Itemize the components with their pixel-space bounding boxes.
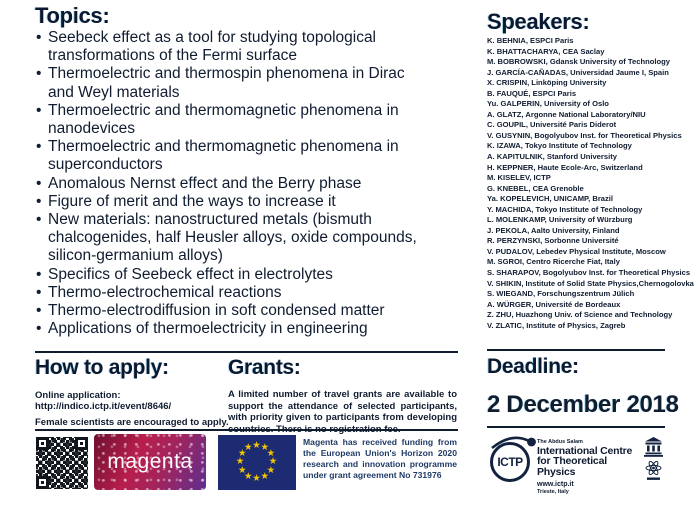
speaker-item: K. IZAWA, Tokyo Institute of Technology bbox=[487, 141, 632, 151]
speaker-item: X. CRISPIN, Linköping University bbox=[487, 78, 607, 88]
eu-star-icon: ★ bbox=[268, 456, 278, 468]
topic-item: • Thermo-electrodiffusion in soft condensed matter bbox=[36, 302, 430, 320]
speakers-heading: Speakers: bbox=[487, 9, 590, 34]
eu-star-icon: ★ bbox=[252, 439, 261, 451]
ictp-logo-pendulum-icon bbox=[488, 433, 540, 451]
funding-text: Magenta has received funding from the European Union's Horizon 2020 research and innovation programme under grant agreement No 731976 bbox=[303, 437, 457, 480]
speaker-item: J. PEKOLA, Aalto University, Finland bbox=[487, 225, 620, 235]
ictp-location: Trieste, Italy bbox=[537, 489, 569, 496]
unesco-emblem-icon bbox=[644, 437, 663, 457]
speaker-item: R. PERZYNSKI, Sorbonne Université bbox=[487, 236, 619, 246]
speaker-item: A. GLATZ, Argonne National Laboratory/NIU bbox=[487, 109, 646, 119]
speaker-item: H. KEPPNER, Haute Ecole-Arc, Switzerland bbox=[487, 162, 643, 172]
topic-item: • Thermoelectric and thermospin phenomena in Dirac and Weyl materials bbox=[36, 65, 430, 101]
speaker-item: B. FAUQUÉ, ESPCI Paris bbox=[487, 88, 577, 98]
ictp-line1: The Abdus Salam bbox=[537, 439, 583, 445]
topic-item: • Applications of thermoelectricity in engineering bbox=[36, 320, 430, 338]
qr-finder bbox=[36, 476, 49, 489]
iaea-emblem-icon bbox=[644, 461, 663, 482]
topic-item: • Specifics of Seebeck effect in electrolytes bbox=[36, 266, 430, 284]
qr-finder bbox=[75, 437, 88, 450]
speaker-item: Ya. KOPELEVICH, UNICAMP, Brazil bbox=[487, 194, 614, 204]
speaker-item: Z. ZHU, Huazhong Univ. of Science and Technology bbox=[487, 310, 673, 320]
speaker-item: V. SHIKIN, Institute of Solid State Physics,Chernogolovka bbox=[487, 278, 694, 288]
topics-heading: Topics: bbox=[35, 3, 110, 28]
divider bbox=[35, 351, 458, 353]
qr-code bbox=[36, 437, 88, 489]
ictp-website[interactable]: www.ictp.it bbox=[537, 481, 574, 489]
divider bbox=[487, 349, 665, 351]
topic-item: • Figure of merit and the ways to increase it bbox=[36, 193, 430, 211]
topic-item: • Seebeck effect as a tool for studying topological transformations of the Fermi surface bbox=[36, 29, 430, 65]
speaker-item: M. BOBROWSKI, Gdansk University of Technology bbox=[487, 57, 670, 67]
female-scientists-note: Female scientists are encouraged to apply. bbox=[35, 417, 229, 428]
divider bbox=[487, 426, 665, 428]
speaker-item: S. SHARAPOV, Bogolyubov Inst. for Theoretical Physics bbox=[487, 268, 691, 278]
speaker-item: V. ZLATIC, Institute of Physics, Zagreb bbox=[487, 320, 626, 330]
online-application-label: Online application: bbox=[35, 390, 121, 401]
qr-finder bbox=[36, 437, 49, 450]
magenta-logo bbox=[94, 434, 206, 490]
speaker-item: M. SGROI, Centro Ricerche Fiat, Italy bbox=[487, 257, 620, 267]
grants-heading: Grants: bbox=[228, 356, 301, 379]
eu-star-icon: ★ bbox=[244, 442, 253, 453]
eu-star-icon: ★ bbox=[238, 448, 247, 460]
magenta-logo-text: magenta bbox=[107, 450, 193, 473]
speaker-item: A. WÜRGER, Université de Bordeaux bbox=[487, 299, 621, 309]
speakers-list bbox=[487, 36, 694, 331]
topic-item: • Thermoelectric and thermomagnetic phenomena in superconductors bbox=[36, 138, 430, 174]
topic-item: • New materials: nanostructured metals (bismuth chalcogenides, half Heusler alloys, oxide compounds, silicon-germanium alloys) bbox=[36, 211, 430, 266]
eu-star-icon: ★ bbox=[244, 470, 253, 482]
speaker-item: A. KAPITULNIK, Stanford University bbox=[487, 152, 617, 162]
ictp-line3: for Theoretical Physics bbox=[537, 455, 607, 478]
speaker-item: Y. MACHIDA, Tokyo Institute of Technology bbox=[487, 204, 643, 214]
speaker-item: J. GARCÍA-CAÑADAS, Universidad Jaume I, Spain bbox=[487, 67, 669, 77]
eu-star-icon: ★ bbox=[252, 472, 261, 484]
topic-item: • Thermoelectric and thermomagnetic phenomena in nanodevices bbox=[36, 102, 430, 138]
grants-text: A limited number of travel grants are available to support the attendance of selected participants, with priority given to participants from developing countries. There is no registration fee. bbox=[228, 389, 457, 435]
divider bbox=[35, 429, 458, 431]
deadline-date: 2 December 2018 bbox=[487, 391, 679, 418]
speaker-item: K. BHATTACHARYA, CEA Saclay bbox=[487, 46, 605, 56]
eu-star-icon: ★ bbox=[260, 470, 270, 482]
ictp-logo-text: ICTP bbox=[497, 455, 523, 469]
eu-star-icon: ★ bbox=[260, 442, 270, 453]
speaker-item: M. KISELEV, ICTP bbox=[487, 173, 551, 183]
speaker-item: G. KNEBEL, CEA Grenoble bbox=[487, 183, 584, 193]
eu-star-icon: ★ bbox=[266, 464, 276, 476]
speaker-item: C. GOUPIL, Université Paris Diderot bbox=[487, 120, 617, 130]
speaker-item: S. WIEGAND, Forschungszentrum Jülich bbox=[487, 289, 635, 299]
eu-star-icon: ★ bbox=[235, 456, 245, 468]
deadline-heading: Deadline: bbox=[487, 355, 579, 378]
speaker-item: V. GUSYNIN, Bogolyubov Inst. for Theoretical Physics bbox=[487, 130, 682, 140]
speaker-item: Yu. GALPERIN, University of Oslo bbox=[487, 99, 609, 109]
ictp-line2: International Centre bbox=[537, 444, 633, 457]
how-to-apply-heading: How to apply: bbox=[35, 356, 169, 379]
topic-item: • Anomalous Nernst effect and the Berry phase bbox=[36, 175, 430, 193]
topic-item: • Thermo-electrochemical reactions bbox=[36, 284, 430, 302]
ictp-text-block bbox=[537, 439, 642, 496]
eu-star-icon: ★ bbox=[238, 464, 247, 476]
eu-star-icon: ★ bbox=[266, 448, 276, 460]
topics-list bbox=[36, 29, 430, 338]
application-url[interactable]: http://indico.ictp.it/event/8646/ bbox=[35, 401, 172, 412]
eu-flag bbox=[218, 435, 296, 490]
speaker-item: V. PUDALOV, Lebedev Physical Institute, Moscow bbox=[487, 246, 666, 256]
speaker-item: K. BEHNIA, ESPCI Paris bbox=[487, 36, 574, 45]
speaker-item: L. MOLENKAMP, University of Würzburg bbox=[487, 215, 633, 225]
